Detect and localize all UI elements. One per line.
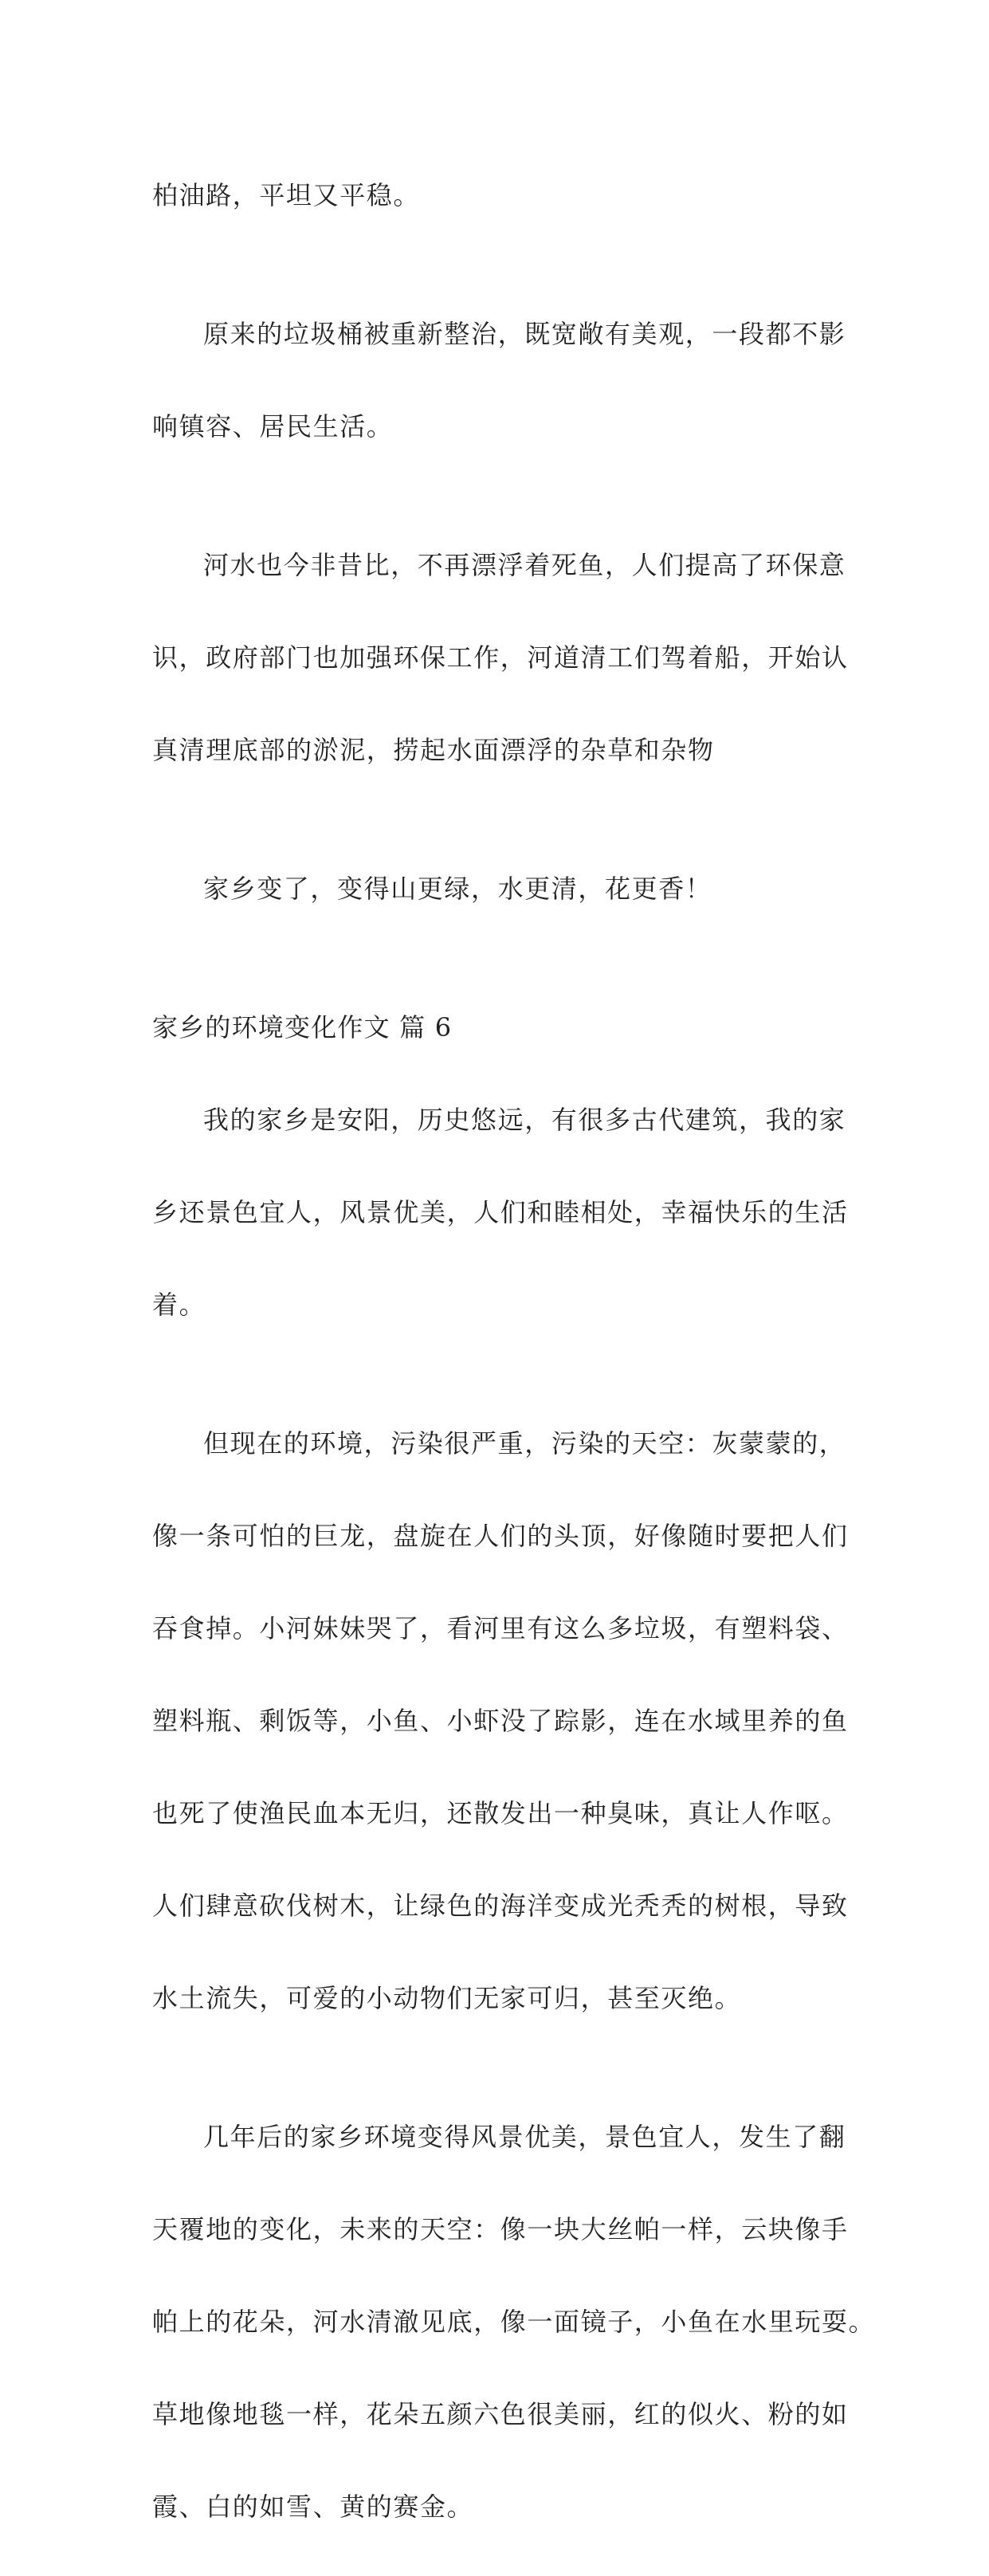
text-line: 但现在的环境，污染很严重，污染的天空：灰蒙蒙的，	[203, 1428, 846, 1459]
text-line: 响镇容、居民生活。	[152, 411, 394, 442]
text-line: 家乡变了，变得山更绿，水更清，花更香！	[203, 874, 712, 904]
text-line: 天覆地的变化，未来的天空：像一块大丝帕一样，云块像手	[152, 2214, 849, 2244]
text-line: 我的家乡是安阳，历史悠远，有很多古代建筑，我的家	[203, 1105, 846, 1135]
paragraph-anyang	[152, 1050, 854, 1374]
text-line: 着。	[152, 1290, 206, 1320]
text-line: 吞食掉。小河妹妹哭了，看河里有这么多垃圾，有塑料袋、	[152, 1613, 849, 1643]
text-line: 原来的垃圾桶被重新整治，既宽敞有美观，一段都不影	[203, 319, 846, 349]
text-line: 几年后的家乡环境变得风景优美，景色宜人，发生了翻	[203, 2122, 846, 2152]
text-line: 水土流失，可爱的小动物们无家可归，甚至灭绝。	[152, 1983, 742, 2013]
text-line: 柏油路，平坦又平稳。	[152, 180, 421, 210]
text-line: 河水也今非昔比，不再漂浮着死鱼，人们提高了环保意	[203, 550, 846, 580]
text-line: 真清理底部的淤泥，捞起水面漂浮的杂草和杂物	[152, 735, 715, 765]
paragraph-trash-bins	[152, 265, 854, 496]
document-body	[152, 126, 876, 2576]
text-line: 霞、白的如雪、黄的赛金。	[152, 2492, 474, 2522]
paragraph-future	[152, 2067, 876, 2576]
text-line: 乡还景色宜人，风景优美，人们和睦相处，幸福快乐的生活	[152, 1197, 849, 1227]
paragraph-pollution	[152, 1374, 854, 2067]
paragraph-hometown-changed	[152, 819, 854, 958]
text-line: 也死了使渔民血本无归，还散发出一种臭味，真让人作呕。	[152, 1798, 849, 1828]
section-heading: 家乡的环境变化作文 篇 6	[152, 1012, 453, 1043]
paragraph-continued	[152, 126, 854, 265]
text-line: 像一条可怕的巨龙，盘旋在人们的头顶，好像随时要把人们	[152, 1521, 849, 1551]
text-line: 草地像地毯一样，花朵五颜六色很美丽，红的似火、粉的如	[152, 2399, 849, 2429]
text-line: 帕上的花朵，河水清澈见底，像一面镜子，小鱼在水里玩耍。	[152, 2307, 876, 2337]
text-line: 人们肆意砍伐树木，让绿色的海洋变成光秃秃的树根，导致	[152, 1891, 849, 1921]
section-spacer	[152, 958, 854, 1004]
text-line: 识，政府部门也加强环保工作，河道清工们驾着船，开始认	[152, 642, 849, 673]
paragraph-river	[152, 496, 854, 819]
text-line: 塑料瓶、剩饭等，小鱼、小虾没了踪影，连在水域里养的鱼	[152, 1706, 849, 1736]
